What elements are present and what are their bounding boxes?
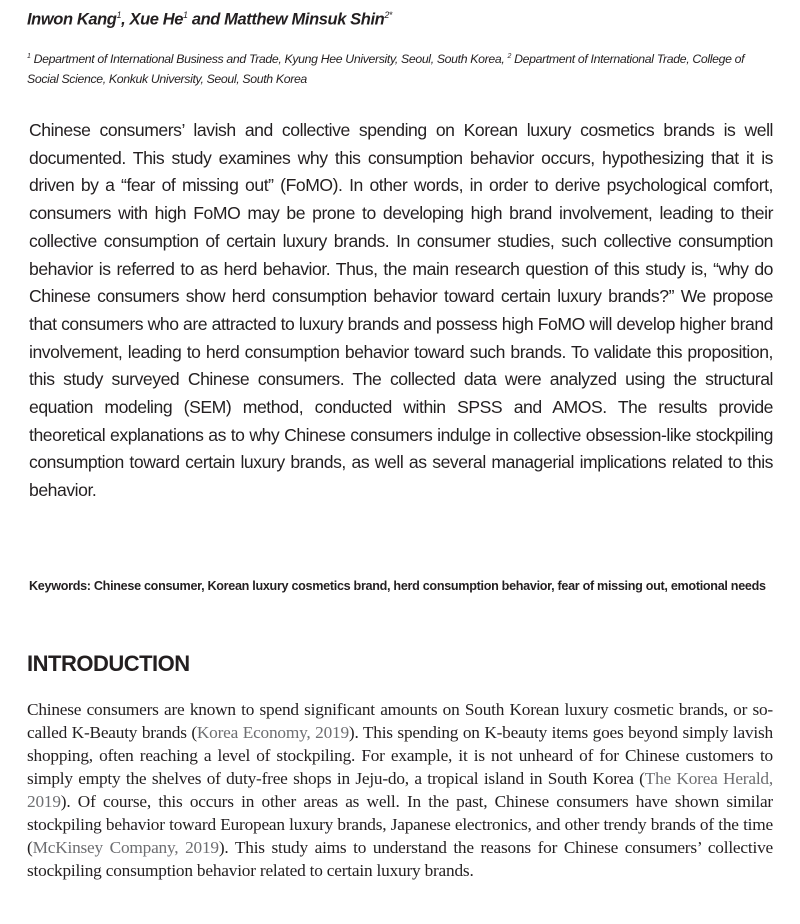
author-name: Matthew Minsuk Shin [224,10,385,29]
author-affiliation-marker: 1 [183,10,188,20]
author-affiliation-marker: 1 [116,10,122,20]
body-text: ). Of course, this occurs in other areas as well. In the past, Chinese consumers have shown similar stockpiling behavior toward European luxury brands, Japanese electronics, and other trendy brands of the time ( [27,792,773,857]
author-list [27,10,777,30]
author-name: Inwon Kang [27,10,117,29]
author-separator: , [121,10,130,29]
body-text: ). This study aims to understand the reasons for Chinese consumers’ collective stockpiling consumption behavior related to certain luxury brands. [27,838,773,880]
keywords: Keywords: Chinese consumer, Korean luxury cosmetics brand, herd consumption behavior, fear of missing out, emotional needs [29,579,766,593]
affiliations [27,47,777,89]
citation-link[interactable]: The Korea Herald, 2019 [27,769,773,811]
abstract-text: Chinese consumers’ lavish and collective spending on Korean luxury cosmetics brands is well documented. This study examines why this consumption behavior occurs, hypothesizing that it is driven by a “fear of missing out” (FoMO). In other words, in order to derive psychological comfort, consumers with high FoMO may be prone to developing high brand involvement, leading to their collective consumption of certain luxury brands. In consumer studies, such collective consumption behavior is referred to as herd behavior. Thus, the main research question of this study is, “why do Chinese consumers show herd consumption behavior toward certain luxury brands?” We propose that consumers who are attracted to luxury brands and possess high FoMO will develop higher brand involvement, leading to herd consumption behavior toward such brands. To validate this proposition, this study surveyed Chinese consumers. The collected data were analyzed using the structural equation modeling (SEM) method, conducted within SPSS and AMOS. The results provide theoretical explanations as to why Chinese consumers indulge in collective obsession-like stockpiling consumption toward certain luxury brands, as well as several managerial implications related to this behavior. [29,120,773,501]
citation-link[interactable]: Korea Economy, 2019 [196,723,349,742]
body-text: ). This spending on K-beauty items goes beyond simply lavish shopping, often reaching a level of stockpiling. For example, it is not unheard of for Chinese customers to simply empty the shelves of duty-free shops in Jeju-do, a tropical island in South Korea ( [27,723,773,788]
introduction-paragraph [27,698,773,882]
body-text: Chinese consumers are known to spend significant amounts on South Korean luxury cosmetic brands, or so-called K-Beauty brands ( [27,700,773,742]
author-affiliation-marker: 2* [384,10,393,20]
affiliation-marker: 2 [507,53,512,60]
author-name: Xue He [129,10,184,29]
affiliation-marker: 1 [27,53,31,60]
affiliation-2: Department of International Trade, College of Social Science, Konkuk University, Seoul, South Korea [27,52,745,87]
author-separator: and [187,10,225,29]
section-heading-introduction: INTRODUCTION [27,651,190,676]
affiliation-1: Department of International Business and Trade, Kyung Hee University, Seoul, South Korea, [30,52,508,67]
citation-link[interactable]: McKinsey Company, 2019 [32,838,219,857]
